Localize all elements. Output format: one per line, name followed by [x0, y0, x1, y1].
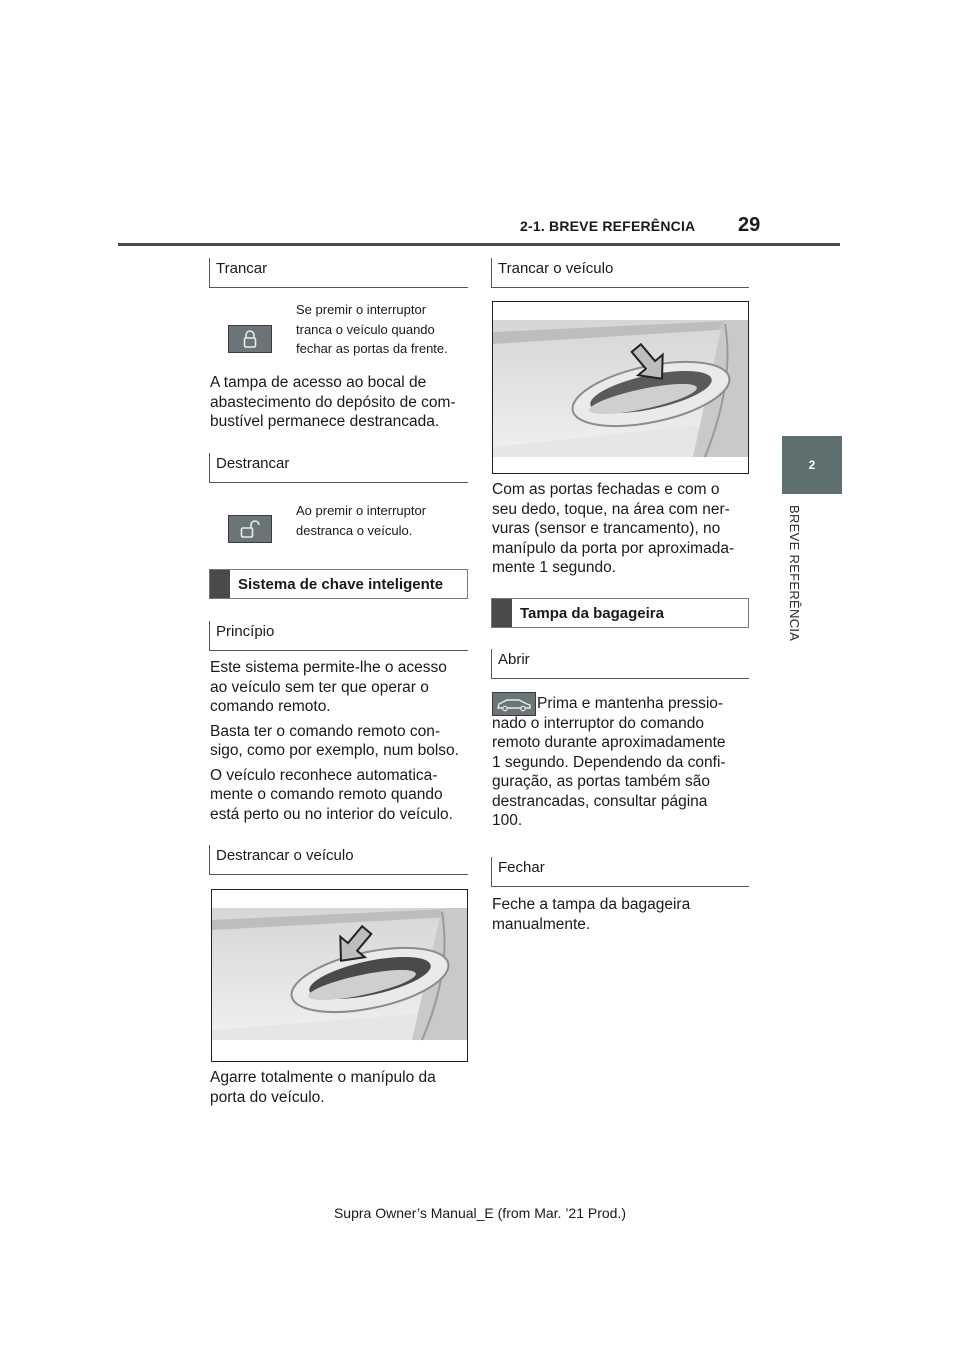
chapter-label — [786, 505, 802, 665]
grab-handle-paragraph — [210, 1068, 475, 1107]
section-marker — [492, 599, 512, 627]
text-line: está perto ou no interior do veículo. — [210, 805, 453, 823]
section-trunk — [491, 598, 749, 628]
text-line: abastecimento do depósito de com- — [210, 393, 456, 411]
text-line: Feche a tampa da bagageira — [492, 896, 691, 913]
unlock-desc-line: destranca o veículo. — [296, 522, 413, 538]
chapter-tab[interactable]: 2 — [782, 436, 842, 494]
text-line: manípulo da porta por aproximada- — [492, 539, 735, 557]
lock-vehicle-paragraph — [492, 480, 757, 578]
text-line: Este sistema permite-lhe o acesso — [210, 659, 447, 676]
subhead-lock: Trancar — [209, 258, 468, 288]
text-line: O veículo reconhece automatica- — [210, 766, 438, 784]
open-paragraph — [492, 694, 762, 831]
text-line: nado o interruptor do comando — [492, 714, 704, 732]
section-trunk-title: Tampa da bagageira — [520, 604, 664, 622]
text-line: destrancadas, consultar página — [492, 792, 708, 810]
unlock-desc-line: Ao premir o interruptor — [296, 503, 427, 518]
text-line: guração, as portas também são — [492, 773, 710, 790]
page-number: 29 — [738, 214, 761, 236]
text-line: Prima e mantenha pressio- — [537, 695, 724, 712]
text-line: Com as portas fechadas e com o — [492, 481, 720, 498]
chapter-label-text: BREVE REFERÊNCIA — [787, 505, 802, 642]
text-line: mente o comando remoto quando — [210, 786, 443, 803]
lock-description — [296, 300, 471, 359]
text-line: 100. — [492, 812, 523, 829]
text-line: remoto durante aproximadamente — [492, 734, 726, 751]
section-title: 2-1. BREVE REFERÊNCIA — [520, 218, 696, 234]
door-handle-lock-image — [492, 301, 749, 474]
lock-desc-line: Se premir o interruptor — [296, 302, 427, 317]
unlock-icon — [228, 515, 272, 543]
text-line: Agarre totalmente o manípulo da — [210, 1069, 436, 1086]
text-line: porta do veículo. — [210, 1088, 325, 1106]
text-line: bustível permanece destrancada. — [210, 413, 440, 430]
footer-text: Supra Owner’s Manual_E (from Mar. ’21 Prod.) — [333, 1205, 627, 1221]
door-handle-unlock-image — [211, 889, 468, 1062]
section-marker — [210, 570, 230, 598]
text-line: manualmente. — [492, 915, 591, 933]
text-line: seu dedo, toque, na área com ner- — [492, 500, 730, 518]
lock-icon — [228, 325, 272, 353]
subhead-principle: Princípio — [209, 621, 468, 651]
text-line: sigo, como por exemplo, num bolso. — [210, 742, 459, 759]
text-line: Basta ter o comando remoto con- — [210, 722, 441, 740]
text-line: ao veículo sem ter que operar o — [210, 678, 429, 696]
close-paragraph — [492, 895, 757, 934]
text-line: comando remoto. — [210, 698, 331, 715]
header-rule — [118, 243, 840, 246]
subhead-open: Abrir — [491, 649, 749, 679]
subhead-lock-vehicle: Trancar o veículo — [491, 258, 749, 288]
text-line: 1 segundo. Dependendo da confi- — [492, 753, 726, 771]
subhead-close: Fechar — [491, 857, 749, 887]
text-line: vuras (sensor e trancamento), no — [492, 520, 721, 537]
principle-paragraphs — [210, 658, 475, 824]
lock-desc-line: tranca o veículo quando — [296, 321, 435, 337]
subhead-unlock: Destrancar — [209, 453, 468, 483]
fuel-flap-paragraph — [210, 373, 475, 432]
section-smart-key-title: Sistema de chave inteligente — [238, 575, 444, 593]
unlock-description — [296, 501, 471, 540]
lock-desc-line: fechar as portas da frente. — [296, 341, 448, 356]
text-line: mente 1 segundo. — [492, 559, 617, 576]
section-smart-key — [209, 569, 468, 599]
subhead-unlock-vehicle: Destrancar o veículo — [209, 845, 468, 875]
text-line: A tampa de acesso ao bocal de — [210, 374, 427, 391]
